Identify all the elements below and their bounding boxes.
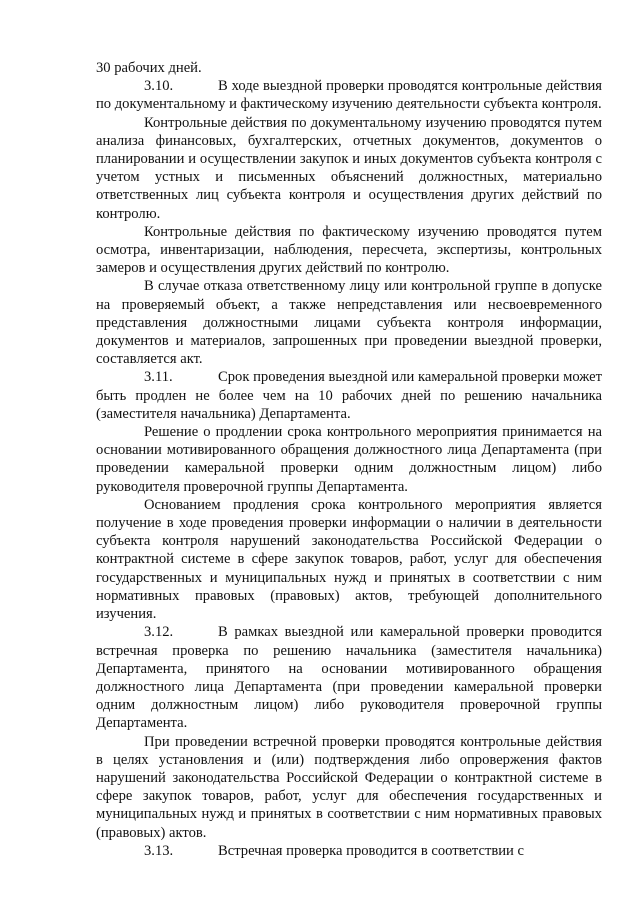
- paragraph: [96, 368, 602, 423]
- document-body: [96, 59, 602, 860]
- paragraph: [96, 423, 602, 496]
- section-number: 3.11.: [144, 369, 173, 386]
- paragraph-text: При проведении встречной проверки проводятся контрольные действия в целях установления и (или) подтверждения либо опровержения фактов нарушений законодательства Российской Федерации о контрактной системе в сфере закупок товаров, работ, услуг для обеспечения государственных и муниципальных нужд и принятых в соответствии с ним нормативных правовых (правовых) актов.: [96, 733, 602, 841]
- paragraph: [96, 277, 602, 368]
- section-number: 3.13.: [144, 842, 174, 859]
- section-number: 3.10.: [144, 78, 174, 95]
- paragraph: [96, 59, 602, 77]
- paragraph-text: Встречная проверка проводится в соответствии с: [218, 842, 524, 859]
- paragraph: [96, 842, 602, 860]
- paragraph-text: В случае отказа ответственному лицу или контрольной группе в допуске на проверяемый объект, а также непредставления или несвоевременного представления должностными лицами субъекта контроля информации, документов и материалов, запрошенных при проведении выездной проверки, составляется акт.: [96, 278, 602, 368]
- paragraph-text: 30 рабочих дней.: [96, 60, 202, 76]
- paragraph-text: Контрольные действия по документальному изучению проводятся путем анализа финансовых, бухгалтерских, отчетных документов, документов о планировании и осуществлении закупок и иных документов субъекта контроля с учетом устных и письменных объяснений должностных, материально ответственных лиц субъекта контроля и осуществления других действий по контролю.: [96, 114, 602, 222]
- paragraph: [96, 114, 602, 223]
- paragraph: [96, 496, 602, 623]
- paragraph-text: В ходе выездной проверки проводятся контрольные действия по документальному и фактическому изучению деятельности субъекта контроля.: [96, 78, 602, 113]
- paragraph-text: Контрольные действия по фактическому изучению проводятся путем осмотра, инвентаризации, наблюдения, пересчета, экспертизы, контрольных замеров и осуществления других действий по контролю.: [96, 223, 602, 277]
- paragraph: [96, 623, 602, 732]
- paragraph: [96, 733, 602, 842]
- paragraph: [96, 223, 602, 278]
- section-number: 3.12.: [144, 624, 174, 641]
- paragraph-text: Срок проведения выездной или камеральной проверки может быть продлен не более чем на 10 рабочих дней по решению начальника (заместителя начальника) Департамента.: [96, 369, 602, 422]
- paragraph-text: В рамках выездной или камеральной проверки проводится встречная проверка по решению начальника (заместителя начальника) Департамента, принятого на основании мотивированного обращения должностного лица Департамента (при проведении камеральной проверки одним должностным лицом) либо руководителя проверочной группы Департамента.: [96, 624, 602, 732]
- paragraph-text: Основанием продления срока контрольного мероприятия является получение в ходе проведения проверки информации о наличии в деятельности субъекта контроля нарушений законодательства Российской Федерации о контрактной системе в сфере закупок товаров, работ, услуг для обеспечения государственных и муниципальных нужд и принятых в соответствии с ним нормативных правовых (правовых) актов, требующей дополнительного изучения.: [96, 496, 602, 623]
- paragraph-text: Решение о продлении срока контрольного мероприятия принимается на основании мотивированного обращения должностного лица Департамента (при проведении камеральной проверки одним должностным лицом) либо руководителя проверочной группы Департамента.: [96, 424, 602, 495]
- paragraph: [96, 77, 602, 113]
